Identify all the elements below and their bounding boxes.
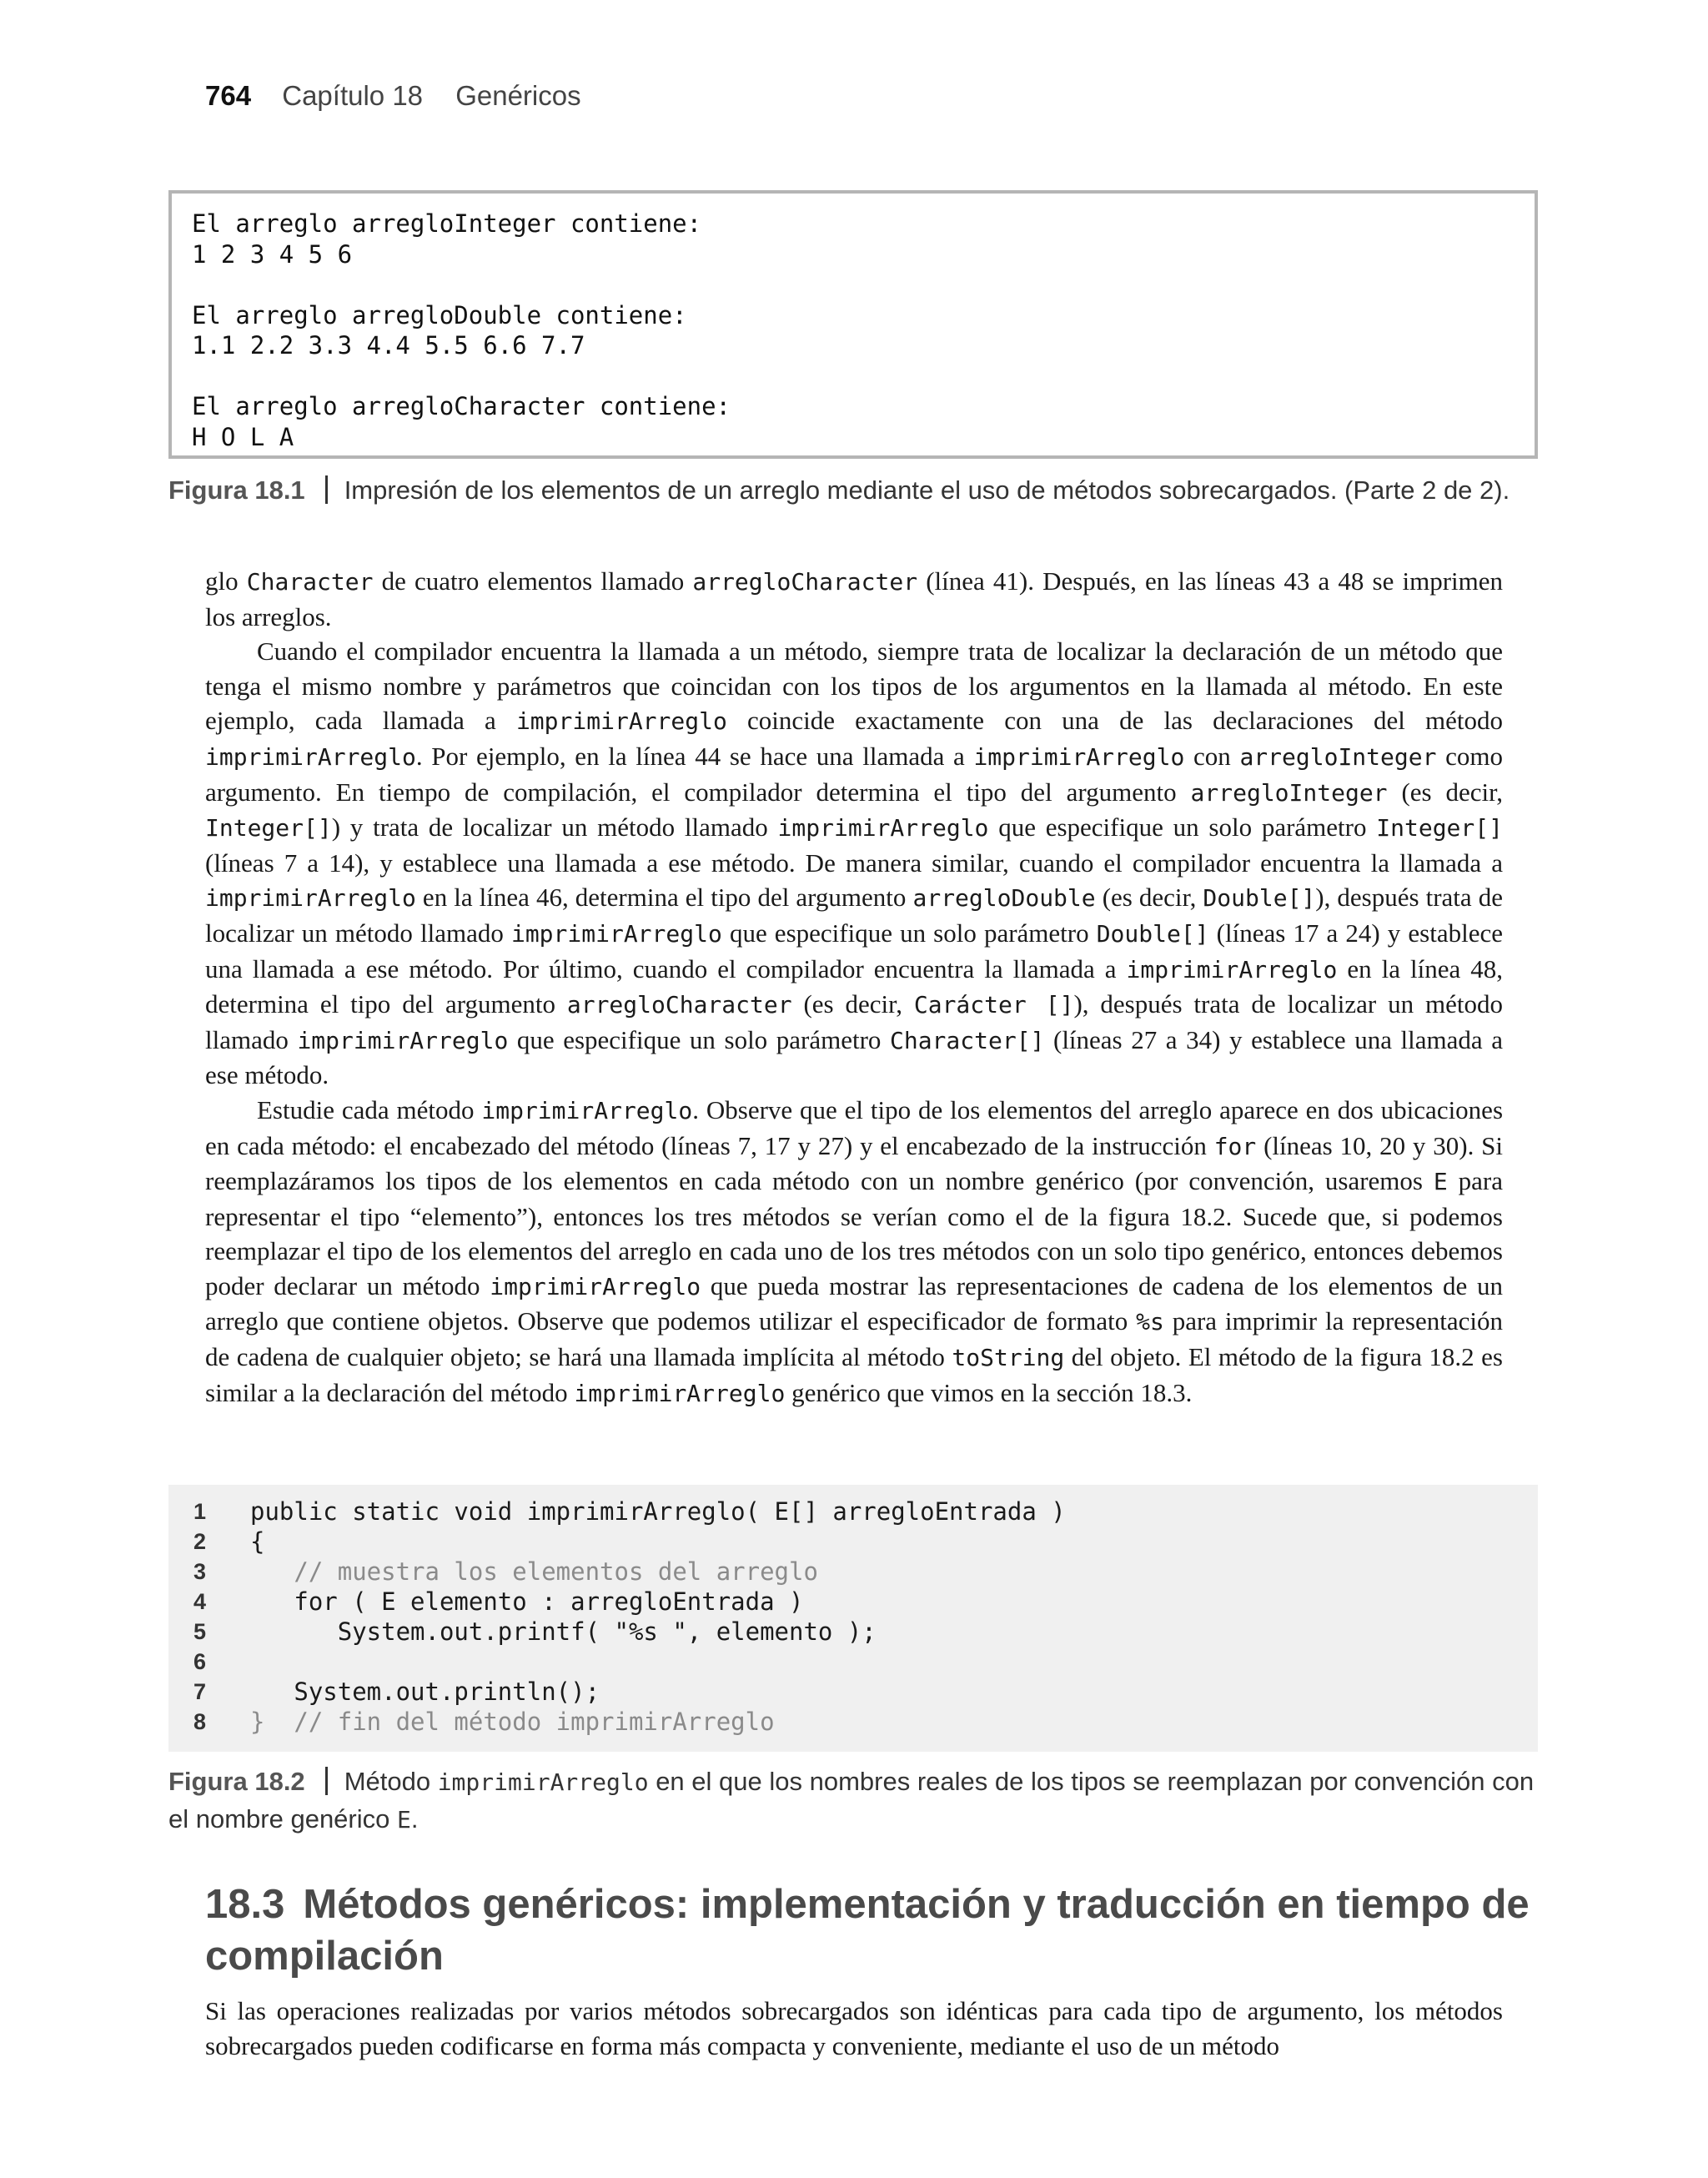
inline-code: Character — [246, 568, 374, 596]
section-heading — [205, 1879, 1540, 1982]
caption-text: Método imprimirArreglo en el que los nombres reales de los tipos se reemplazan por convención con el nombre genérico E. — [168, 1767, 1535, 1833]
figure-label: Figura 18.2 — [168, 1767, 305, 1796]
inline-code: toString — [952, 1344, 1065, 1372]
line-number: 7 — [193, 1679, 207, 1704]
inline-code: Carácter [] — [913, 991, 1074, 1019]
program-output-box — [168, 190, 1538, 459]
code-listing — [168, 1485, 1538, 1752]
code-line — [193, 1587, 1538, 1617]
inline-code: %s — [1136, 1308, 1164, 1336]
inline-code: imprimirArreglo — [437, 1768, 649, 1796]
code-line — [193, 1647, 1538, 1677]
inline-code: Double[] — [1096, 919, 1209, 948]
chapter-label: Capítulo 18 — [282, 80, 424, 111]
output-line: 1 2 3 4 5 6 — [192, 239, 353, 269]
code-text: { — [250, 1527, 265, 1556]
inline-code: Double[] — [1203, 884, 1316, 913]
code-line — [193, 1677, 1538, 1707]
inline-code: E — [1433, 1168, 1448, 1196]
section-body — [205, 1994, 1503, 2063]
inline-code: arregloInteger — [1190, 778, 1388, 807]
chapter-title: Genéricos — [455, 80, 581, 111]
output-line: El arreglo arregloInteger contiene: — [192, 209, 702, 238]
inline-code: imprimirArreglo — [205, 742, 416, 771]
inline-code: arregloInteger — [1239, 742, 1437, 771]
paragraph: Si las operaciones realizadas por varios métodos sobrecargados son idénticas para cada tipo de argumento, los métodos sobrecargados pueden codificarse en forma más compacta y conveniente, mediante el uso de un método — [205, 1996, 1503, 2060]
inline-code: imprimirArreglo — [490, 1272, 701, 1300]
inline-code: arregloDouble — [912, 884, 1096, 913]
line-number: 5 — [193, 1619, 207, 1644]
inline-code: imprimirArreglo — [510, 919, 722, 948]
line-number: 8 — [193, 1709, 207, 1734]
output-line: 1.1 2.2 3.3 4.4 5.5 6.6 7.7 — [192, 331, 585, 360]
code-text: // muestra los elementos del arreglo — [250, 1557, 818, 1586]
code-text: System.out.println(); — [250, 1678, 600, 1706]
section-title: Métodos genéricos: implementación y traducción en tiempo de compilación — [205, 1882, 1530, 1979]
inline-code: E — [397, 1806, 411, 1833]
inline-code: imprimirArreglo — [515, 707, 727, 736]
inline-code: imprimirArreglo — [973, 742, 1185, 771]
code-line — [193, 1557, 1538, 1587]
output-line: H O L A — [192, 422, 294, 451]
output-line: El arreglo arregloDouble contiene: — [192, 300, 687, 329]
figure-label: Figura 18.1 — [168, 475, 305, 505]
inline-code: for — [1213, 1132, 1257, 1160]
caption-text: Impresión de los elementos de un arreglo mediante el uso de métodos sobrecargados. (Parte 2 de 2). — [344, 475, 1510, 505]
line-number: 4 — [193, 1589, 207, 1614]
figure-18-1-caption — [168, 472, 1545, 509]
code-text: for ( E elemento : arregloEntrada ) — [250, 1587, 804, 1616]
inline-code: arregloCharacter — [566, 991, 792, 1019]
section-number: 18.3 — [205, 1882, 285, 1927]
code-text: public static void imprimirArreglo( E[] arregloEntrada ) — [250, 1497, 1066, 1526]
output-line — [192, 269, 1535, 300]
inline-code: imprimirArreglo — [481, 1096, 693, 1124]
inline-code: imprimirArreglo — [777, 814, 989, 843]
code-line — [193, 1617, 1538, 1647]
figure-18-2-caption — [168, 1763, 1545, 1838]
caption-separator — [325, 475, 328, 504]
code-text: } // fin del método imprimirArreglo — [250, 1708, 775, 1736]
code-text: System.out.printf( "%s ", elemento ); — [250, 1617, 877, 1646]
inline-code: imprimirArreglo — [1126, 955, 1338, 983]
output-line: El arreglo arregloCharacter contiene: — [192, 392, 731, 420]
paragraph: glo Character de cuatro elementos llamado arregloCharacter (línea 41). Después, en las líneas 43 a 48 se imprimen los arreglos. — [205, 566, 1503, 631]
inline-code: arregloCharacter — [692, 568, 918, 596]
line-number: 2 — [193, 1529, 207, 1554]
output-line — [192, 361, 1535, 392]
body-text — [205, 564, 1503, 1411]
inline-code: Integer[] — [1376, 814, 1503, 843]
inline-code: Character[] — [889, 1026, 1045, 1054]
code-line — [193, 1707, 1538, 1737]
inline-code: imprimirArreglo — [574, 1379, 786, 1407]
line-number: 6 — [193, 1649, 207, 1674]
code-line — [193, 1527, 1538, 1557]
code-line — [193, 1496, 1538, 1527]
caption-separator — [325, 1767, 328, 1795]
inline-code: Integer[] — [205, 814, 332, 843]
paragraph: Estudie cada método imprimirArreglo. Observe que el tipo de los elementos del arreglo aparece en dos ubicaciones en cada método: el encabezado del método (líneas 7, 17 y 27) y el encabezado de la instrucción for (líneas 10, 20 y 30). Si reemplazáramos los tipos de los elementos en cada método con un nombre genérico (por convención, usaremos E para representar el tipo “elemento”), entonces los tres métodos se verían como el de la figura 18.2. Sucede que, si podemos reemplazar el tipo de los elementos del arreglo en cada uno de los tres métodos con un solo tipo genérico, entonces debemos poder declarar un método imprimirArreglo que pueda mostrar las representaciones de cadena de los elementos de un arreglo que contiene objetos. Observe que podemos utilizar el especificador de formato %s para imprimir la representación de cadena de cualquier objeto; se hará una llamada implícita al método toString del objeto. El método de la figura 18.2 es similar a la declaración del método imprimirArreglo genérico que vimos en la sección 18.3. — [205, 1094, 1504, 1407]
inline-code: imprimirArreglo — [205, 884, 416, 913]
page-number: 764 — [205, 80, 252, 111]
paragraph: Cuando el compilador encuentra la llamada a un método, siempre trata de localizar la declaración de un método que tenga el mismo nombre y parámetros que coincidan con los tipos de los argumentos en la llamada al método. En este ejemplo, cada llamada a imprimirArreglo coincide exactamente con una de las declaraciones del método imprimirArreglo. Por ejemplo, en la línea 44 se hace una llamada a imprimirArreglo con arregloInteger como argumento. En tiempo de compilación, el compilador determina el tipo del argumento arregloInteger (es decir, Integer[]) y trata de localizar un método llamado imprimirArreglo que especifique un solo parámetro Integer[] (líneas 7 a 14), y establece una llamada a ese método. De manera similar, cuando el compilador encuentra la llamada a imprimirArreglo en la línea 46, determina el tipo del argumento arregloDouble (es decir, Double[]), después trata de localizar un método llamado imprimirArreglo que especifique un solo parámetro Double[] (líneas 17 a 24) y establece una llamada a ese método. Por último, cuando el compilador encuentra la llamada a imprimirArreglo en la línea 48, determina el tipo del argumento arregloCharacter (es decir, Carácter []), después trata de localizar un método llamado imprimirArreglo que especifique un solo parámetro Character[] (líneas 27 a 34) y establece una llamada a ese método. — [205, 636, 1504, 1090]
inline-code: imprimirArreglo — [297, 1026, 509, 1054]
running-header — [205, 80, 581, 112]
line-number: 3 — [193, 1559, 207, 1584]
line-number: 1 — [193, 1499, 207, 1524]
